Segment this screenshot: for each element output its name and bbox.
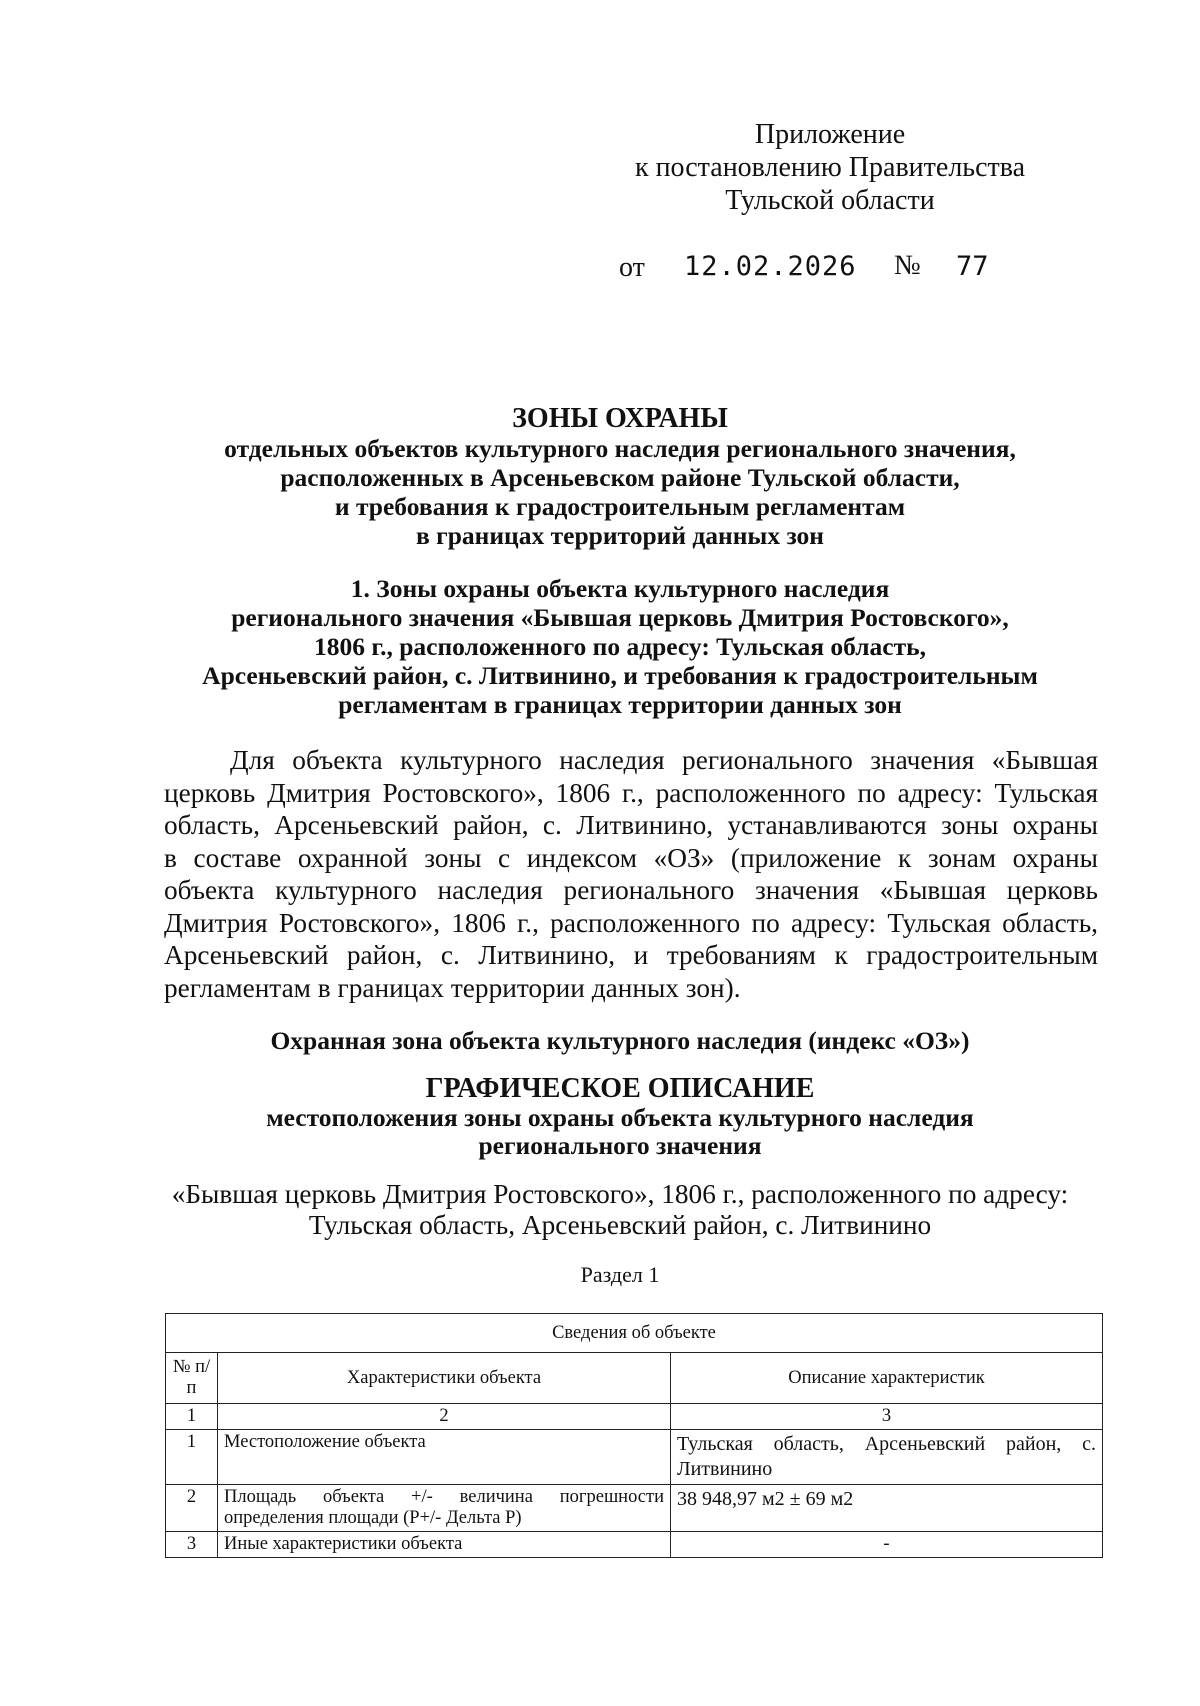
- table-caption-row: [166, 1314, 1103, 1353]
- section-1-line: регионального значения «Бывшая церковь Дмитрия Ростовского»,: [231, 603, 1009, 632]
- body-line: Для объекта культурного наследия регионального значения «Бывшая: [230, 745, 1098, 775]
- section-1-line: регламентам в границах территории данных зон: [338, 690, 902, 719]
- body-line: церковь Дмитрия Ростовского», 1806 г., расположенного по адресу: Тульская: [164, 777, 1098, 808]
- title-line: и требования к градостроительным регламентам: [334, 492, 906, 521]
- object-info-table: [165, 1313, 1103, 1558]
- title-line: расположенных в Арсеньевском районе Тульской области,: [280, 463, 960, 492]
- header-description: Описание характеристик: [671, 1353, 1103, 1404]
- date-label: от: [619, 252, 645, 283]
- header-num: № п/п: [166, 1353, 218, 1404]
- title-line: в границах территорий данных зон: [416, 521, 824, 550]
- graphic-subtitle-line: регионального значения: [478, 1131, 762, 1160]
- appendix-line: Приложение: [754, 119, 906, 150]
- index-cell: 2: [218, 1404, 671, 1430]
- graphic-subtitle-line: местоположения зоны охраны объекта культурного наследия: [266, 1103, 974, 1132]
- object-name-line: «Бывшая церковь Дмитрия Ростовского», 1806 г., расположенного по адресу:: [171, 1179, 1069, 1209]
- protection-zone-heading: Охранная зона объекта культурного наследия (индекс «ОЗ»): [270, 1026, 970, 1055]
- section-label: Раздел 1: [580, 1262, 660, 1287]
- table-caption: Сведения об объекте: [166, 1314, 1103, 1353]
- row-num: 2: [166, 1485, 218, 1532]
- title-line: отдельных объектов культурного наследия регионального значения,: [224, 434, 1016, 463]
- number-label: №: [894, 250, 921, 281]
- appendix-block: [620, 118, 1040, 217]
- body-line: Дмитрия Ростовского», 1806 г., расположенного по адресу: Тульская область,: [164, 907, 1098, 938]
- table-index-row: [166, 1404, 1103, 1430]
- row-description: Тульская область, Арсеньевский район, с. Литвинино: [671, 1430, 1103, 1485]
- section-1-line: 1. Зоны охраны объекта культурного наследия: [350, 574, 890, 603]
- document-title: [140, 404, 1100, 550]
- section-1-line: Арсеньевский район, с. Литвинино, и требования к градостроительным: [202, 661, 1038, 690]
- object-name-line: Тульская область, Арсеньевский район, с. Литвинино: [308, 1210, 932, 1240]
- row-num: 3: [166, 1532, 218, 1558]
- appendix-line: к постановлению Правительства: [634, 152, 1026, 183]
- index-cell: 3: [671, 1404, 1103, 1430]
- date-value: 12.02.2026: [684, 251, 857, 282]
- index-cell: 1: [166, 1404, 218, 1430]
- header-characteristic: Характеристики объекта: [218, 1353, 671, 1404]
- row-num: 1: [166, 1430, 218, 1485]
- appendix-line: Тульской области: [725, 185, 935, 216]
- section-1-heading: [140, 574, 1100, 719]
- body-line: регламентам в границах территории данных зон).: [164, 972, 741, 1003]
- row-characteristic: Иные характеристики объекта: [218, 1532, 671, 1558]
- body-line: Арсеньевский район, с. Литвинино, и требованиям к градостроительным: [164, 940, 1098, 970]
- row-characteristic: Площадь объекта +/- величина погрешности определения площади (P+/- Дельта P): [218, 1485, 671, 1532]
- table-row: [166, 1532, 1103, 1558]
- graphic-description-subtitle: [140, 1104, 1100, 1160]
- object-name-block: [140, 1179, 1100, 1241]
- body-paragraph: [164, 744, 1098, 1004]
- number-value: 77: [956, 251, 989, 282]
- row-description: -: [671, 1532, 1103, 1558]
- row-characteristic: Местоположение объекта: [218, 1430, 671, 1485]
- table-row: [166, 1430, 1103, 1485]
- row-description: 38 948,97 м2 ± 69 м2: [671, 1485, 1103, 1532]
- body-line: область, Арсеньевский район, с. Литвинино, устанавливаются зоны охраны: [164, 810, 1098, 840]
- body-line: объекта культурного наследия регионального значения «Бывшая церковь: [164, 875, 1098, 905]
- table-row: [166, 1485, 1103, 1532]
- table-header-row: [166, 1353, 1103, 1404]
- title-main: ЗОНЫ ОХРАНЫ: [512, 403, 728, 434]
- graphic-description-title: ГРАФИЧЕСКОЕ ОПИСАНИЕ: [425, 1073, 815, 1104]
- section-1-line: 1806 г., расположенного по адресу: Тульская область,: [313, 632, 926, 661]
- body-line: в составе охранной зоны с индексом «ОЗ» (приложение к зонам охраны: [164, 842, 1098, 873]
